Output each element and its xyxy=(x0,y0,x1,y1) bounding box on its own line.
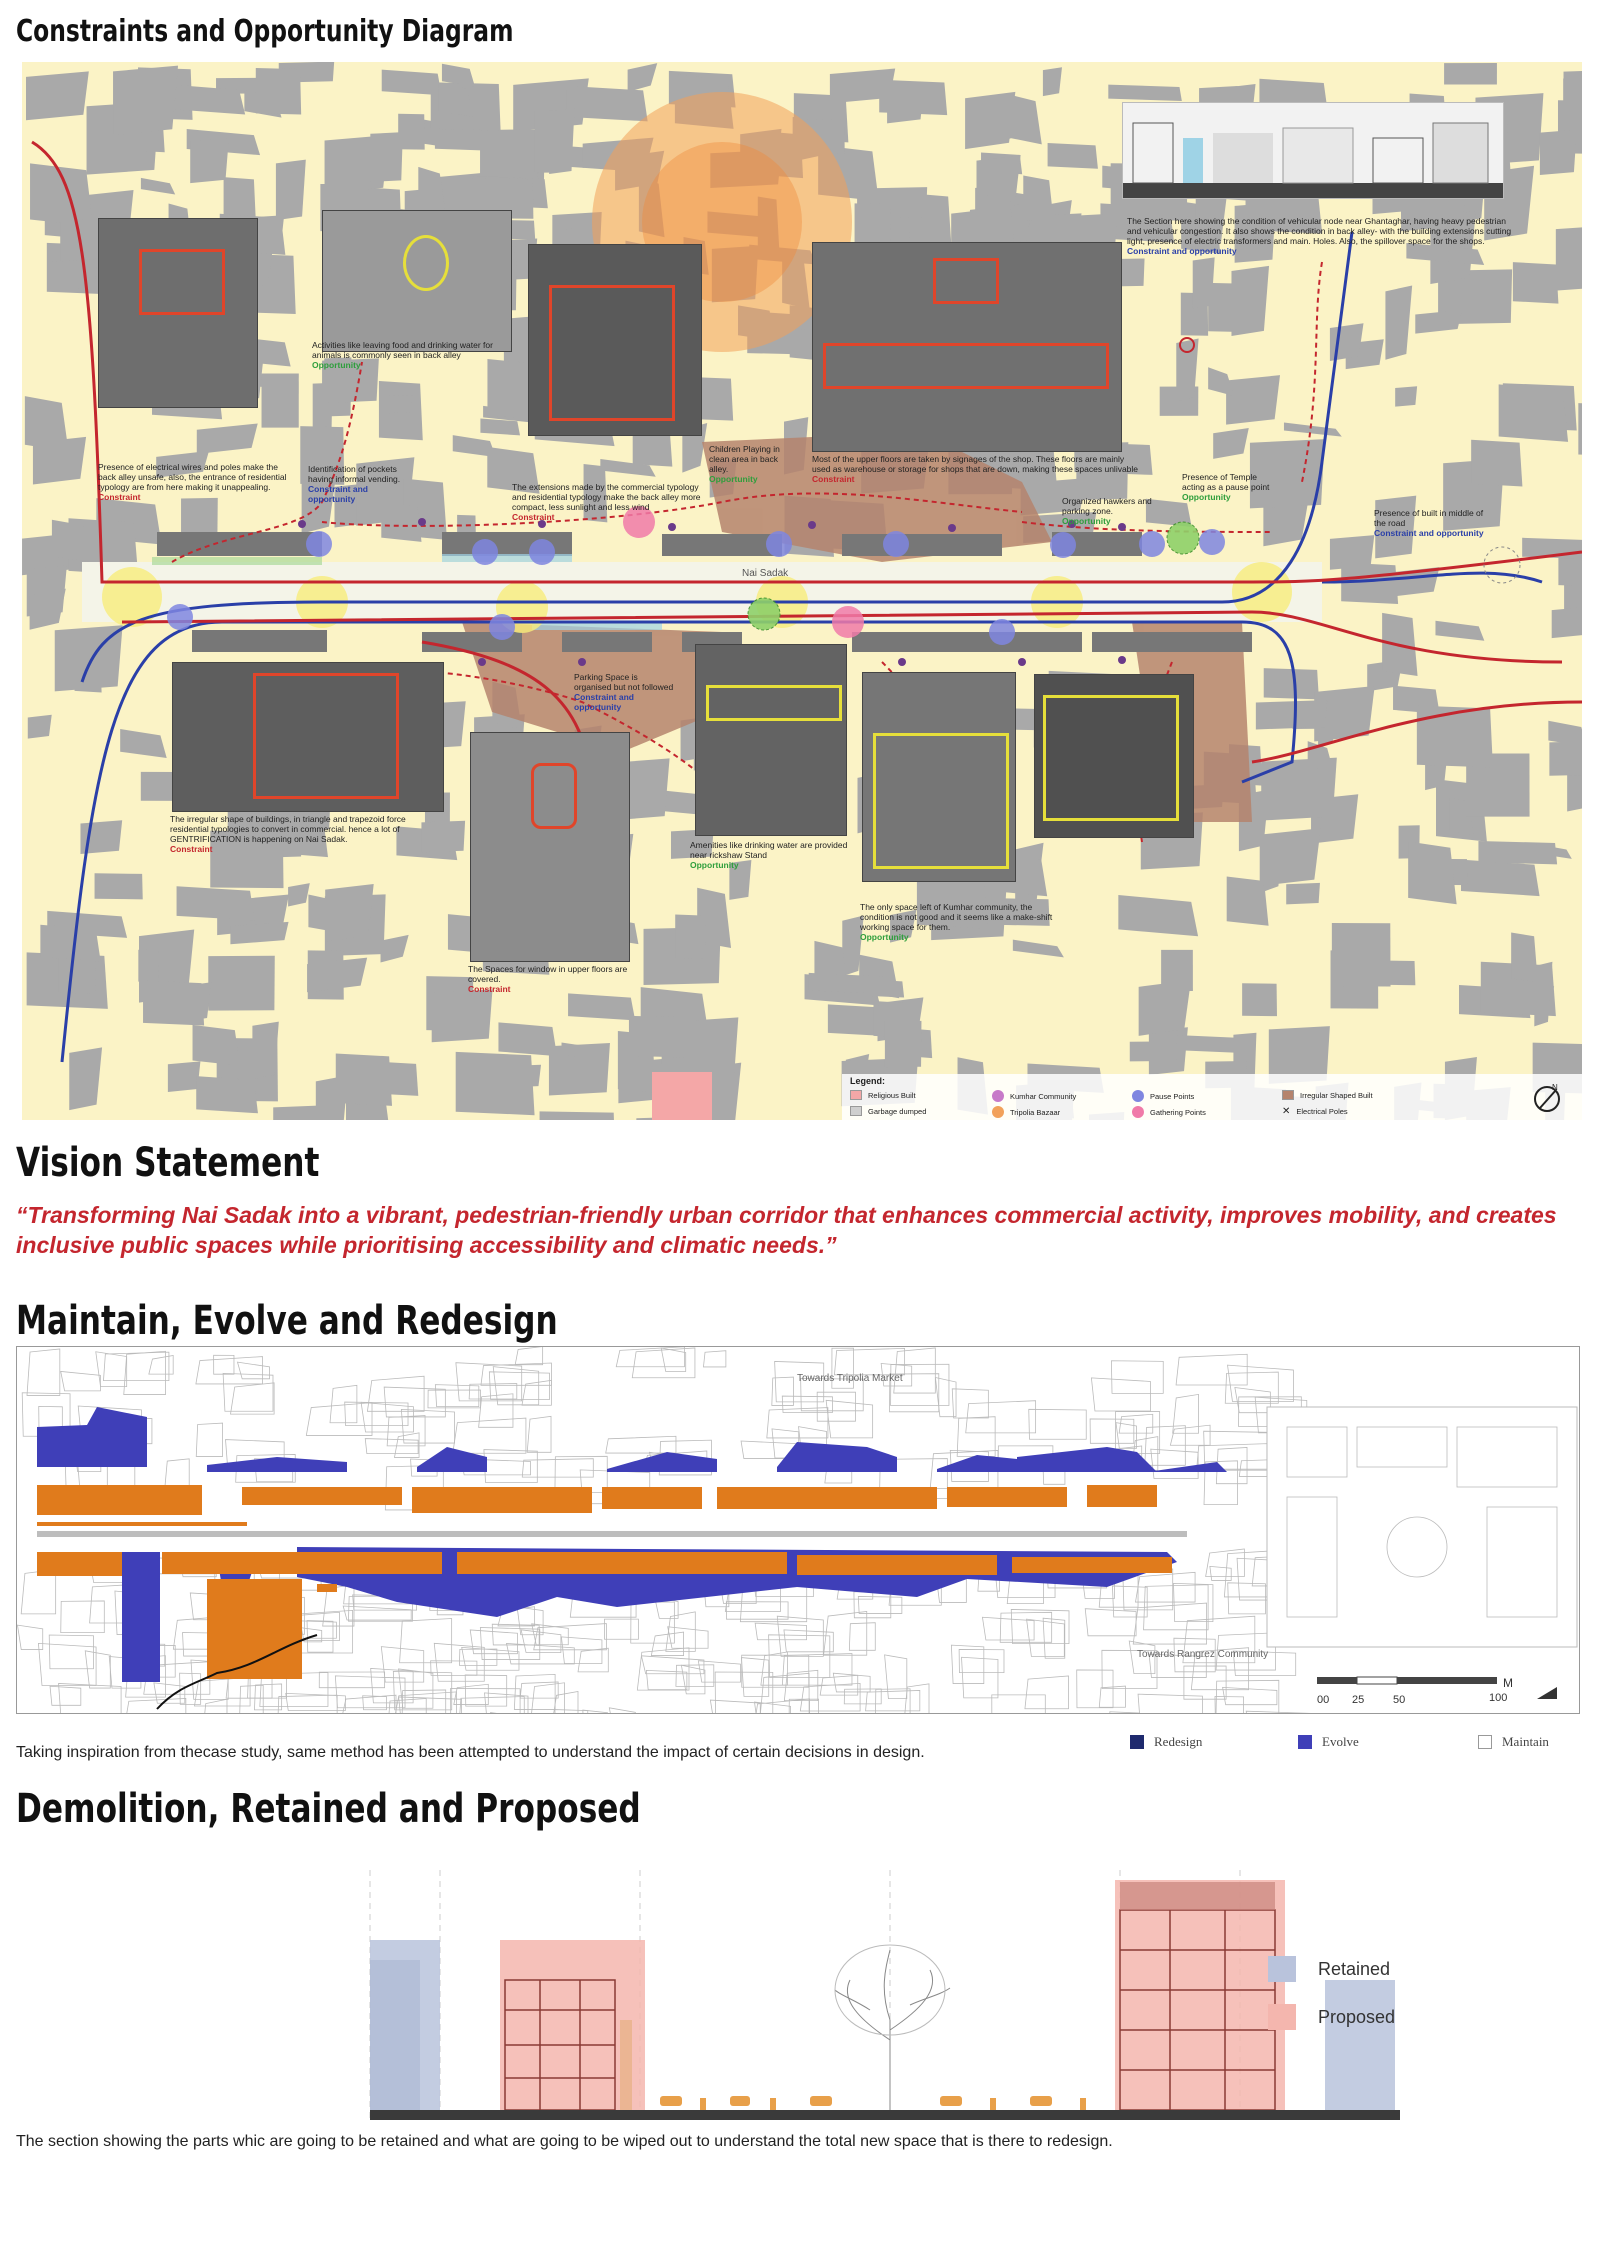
photo-electrical-wires xyxy=(98,218,258,408)
annotation-windows: The Spaces for window in upper floors are covered. Constraint xyxy=(468,964,628,994)
annotation-built-in-road: Presence of built in middle of the road Constraint and opportunity xyxy=(1374,508,1484,538)
section-inset-drawing xyxy=(1122,102,1504,199)
legend-swatch-icon xyxy=(1282,1090,1294,1100)
photo-building-extensions xyxy=(528,244,702,436)
mer-scale-100: 100 xyxy=(1489,1692,1508,1704)
annotation-gentrification: The irregular shape of buildings, in triangle and trapezoid force residential typologies to convert in commercial. hence a lot of GENTRIFICATION is happening on Nai Sadak. Constraint xyxy=(170,814,406,854)
legend-item-pause-points xyxy=(1132,1090,1194,1102)
evolve-swatch xyxy=(1298,1735,1312,1749)
street-activity xyxy=(660,2096,1086,2110)
legend-item-kumhar-community xyxy=(992,1090,1076,1102)
legend-evolve: Evolve xyxy=(1298,1734,1359,1750)
constraints-opportunity-map xyxy=(22,62,1582,1132)
legend-label: Electrical Poles xyxy=(1296,1107,1348,1116)
map-legend xyxy=(842,1074,1582,1132)
legend-maintain: Maintain xyxy=(1478,1734,1549,1750)
legend-item-religious-built xyxy=(850,1090,916,1100)
photo-kumhar-community-1 xyxy=(862,672,1016,882)
legend-label: Tripolia Bazaar xyxy=(1010,1107,1061,1117)
label-towards-rangrez: Towards Rangrez Community xyxy=(1137,1649,1269,1660)
proposed-swatch xyxy=(1268,2004,1296,2030)
legend-proposed: Proposed xyxy=(1268,2004,1395,2030)
legend-redesign: Redesign xyxy=(1130,1734,1202,1750)
annotation-informal-vending: Identification of pockets having informal vending. Constraint and opportunity xyxy=(308,464,401,504)
legend-dot-icon xyxy=(1132,1106,1144,1118)
annotation-drinking-water: Amenities like drinking water are provided near rickshaw Stand Opportunity xyxy=(690,840,848,870)
close-x-icon: ✕ xyxy=(1282,1106,1291,1117)
photo-food-for-animals xyxy=(322,210,512,352)
annotation-kumhar: The only space left of Kumhar community, the condition is not good and it seems like a make-shift working space for them. Opportunity xyxy=(860,902,1053,942)
title-demolition-retained-proposed: Demolition, Retained and Proposed xyxy=(16,1786,641,1832)
legend-swatch-icon xyxy=(850,1106,862,1116)
photo-covered-windows xyxy=(470,732,630,962)
vision-statement-text: “Transforming Nai Sadak into a vibrant, pedestrian-friendly urban corridor that enhances commercial activity, improves mobility, and creates inclusive public spaces while prioritising accessibility and climatic needs.” xyxy=(16,1202,1557,1258)
legend-label: Kumhar Community xyxy=(1010,1091,1077,1101)
mer-scale-0: 00 xyxy=(1317,1694,1330,1706)
legend-label: Irregular Shaped Built xyxy=(1300,1090,1373,1100)
legend-dot-icon xyxy=(992,1106,1004,1118)
annotation-signages: Most of the upper floors are taken by signages of the shop. These floors are mainly used as warehouse or storage for shops that are down, making these spaces unlivable Constraint xyxy=(812,454,1139,484)
legend-label: Gathering Points xyxy=(1150,1107,1206,1117)
annotation-extensions: The extensions made by the commercial typology and residential typology make the back alley more compact, less sunlight and less wind Constraint xyxy=(512,482,701,522)
maintain-swatch xyxy=(1478,1735,1492,1749)
caption-maintain-evolve: Taking inspiration from thecase study, same method has been attempted to understand the impact of certain decisions in design. xyxy=(16,1744,925,1761)
title-maintain-evolve-redesign: Maintain, Evolve and Redesign xyxy=(16,1298,558,1344)
maintain-evolve-redesign-plan xyxy=(16,1346,1580,1714)
mer-scale-25: 25 xyxy=(1352,1694,1365,1706)
street-section-drawing xyxy=(340,1870,1440,2130)
tree-icon xyxy=(835,1945,950,2110)
ground-line xyxy=(370,2110,1400,2120)
mer-north-arrow-icon xyxy=(1537,1687,1557,1699)
annotation-temple: Presence of Temple acting as a pause point Opportunity xyxy=(1182,472,1270,502)
legend-title: Legend: xyxy=(850,1076,885,1086)
annotation-electrical-wires: Presence of electrical wires and poles make the back alley unsafe, also, the entrance of residential typology are from here making it unappealing. Constraint xyxy=(98,462,287,502)
legend-item-gathering-points xyxy=(1132,1106,1206,1118)
legend-dot-icon xyxy=(992,1090,1004,1102)
legend-item-garbage-dumped xyxy=(850,1106,926,1116)
mer-scale-bar xyxy=(1317,1676,1557,1706)
legend-dot-icon xyxy=(1132,1090,1144,1102)
mer-scale-50: 50 xyxy=(1393,1694,1406,1706)
mer-scale-unit: M xyxy=(1503,1676,1513,1690)
retained-block-right xyxy=(1325,1980,1395,2110)
annotation-parking: Parking Space is organised but not followed Constraint and opportunity xyxy=(574,672,674,712)
legend-item-electrical-poles xyxy=(1282,1106,1348,1117)
street-name-label: Nai Sadak xyxy=(742,568,789,579)
annotation-hawkers: Organized hawkers and parking zone. Opportunity xyxy=(1062,496,1152,526)
proposed-block-right xyxy=(1115,1880,1285,2110)
photo-shop-signages xyxy=(812,242,1122,452)
north-label: N xyxy=(1552,1084,1558,1092)
legend-item-tripolia-bazaar xyxy=(992,1106,1060,1118)
religious-built xyxy=(652,1072,712,1120)
photo-irregular-buildings xyxy=(172,662,444,812)
legend-label: Religious Built xyxy=(868,1090,916,1100)
legend-label: Pause Points xyxy=(1150,1091,1195,1101)
legend-retained: Retained xyxy=(1268,1956,1390,1982)
section-note: The Section here showing the condition of vehicular node near Ghantaghar, having heavy pedestrian and vehicular congestion. It also shows the condition in back alley- with the building extensions cutting light, presence of electric transformers and main. Holes. Also, the spillover space for the shops. Constraint and opportunity xyxy=(1127,216,1512,256)
caption-section: The section showing the parts whic are going to be retained and what are going to be wiped out to understand the total new space that is there to redesign. xyxy=(16,2133,1113,2150)
annotation-children-playing: Children Playing in clean area in back alley. Opportunity xyxy=(709,444,780,484)
legend-swatch-icon xyxy=(850,1090,862,1100)
title-vision-statement: Vision Statement xyxy=(16,1140,320,1186)
redesign-swatch xyxy=(1130,1735,1144,1749)
photo-kumhar-community-2 xyxy=(1034,674,1194,838)
retained-swatch xyxy=(1268,1956,1296,1982)
label-towards-tripolia: Towards Tripolia Market xyxy=(797,1373,903,1384)
photo-rickshaw-stand-water xyxy=(695,644,847,836)
legend-item-irregular-shaped-built xyxy=(1282,1090,1373,1100)
legend-label: Garbage dumped xyxy=(868,1106,927,1116)
scale-and-north: N 0 20 50 100 xyxy=(1462,1084,1572,1120)
annotation-food-for-animals: Activities like leaving food and drinking water for animals is commonly seen in back alley Opportunity xyxy=(312,340,493,370)
title-constraints-diagram: Constraints and Opportunity Diagram xyxy=(16,14,514,49)
